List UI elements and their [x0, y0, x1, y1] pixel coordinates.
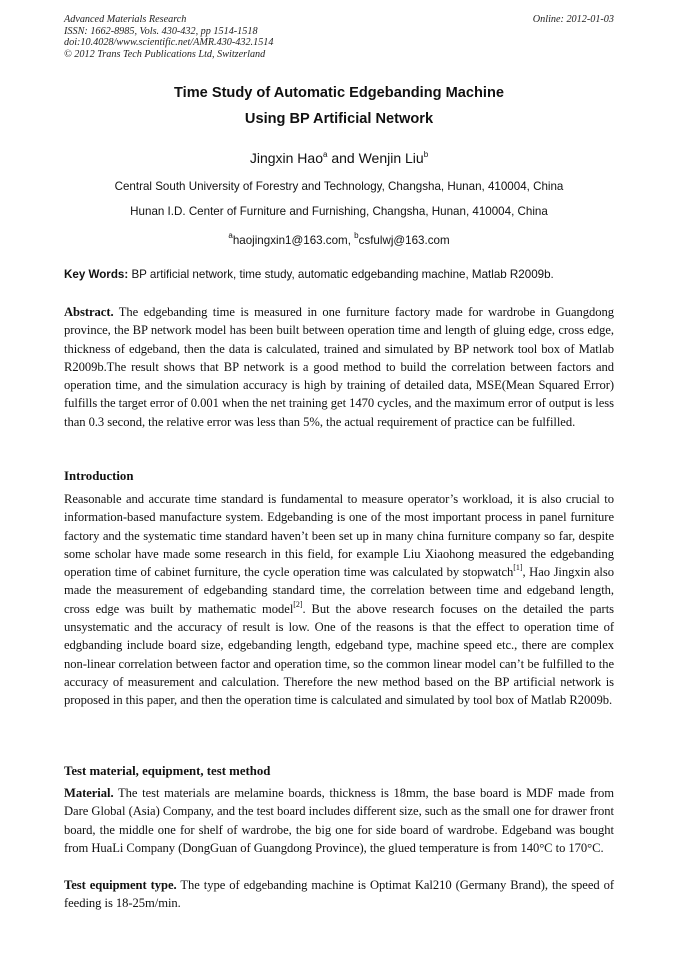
introduction-paragraph	[64, 490, 614, 710]
material-text: The test materials are melamine boards, thickness is 18mm, the base board is MDF made from Dare Global (Asia) Company, and the test board includes different size, such as the small one for drawer front board, the middle one for shelf of wardrobe, the big one for side board of wardrobe. Edgeband was bought from HuaLi Company (DongGuan of Guangdong Province), the glued temperature is from 140°C to 170°C.	[64, 786, 614, 855]
affiliation-1: Central South University of Forestry and Technology, Changsha, Hunan, 410004, China	[114, 180, 564, 193]
keywords	[64, 268, 614, 282]
citation-1[interactable]: [1]	[513, 563, 523, 573]
introduction-text-3: . But the above research focuses on the detailed the parts unsystematic and the accuracy of result is low. One of the reasons is that the effect to operation time of edgbanding include board size, edgebanding length, edgeband type, machine speed etc., there are complex non-linear correlation between factor and operation time, so the common linear model can’t be fulfilled to the accuracy of measurement and calculation. Therefore the new method based on the BP artificial network is proposed in this paper, and then the operation time is calculated and simulated by tool box of Matlab R2009b.	[64, 601, 614, 708]
test-material-paragraph	[64, 784, 614, 857]
email-a-mark: a	[228, 231, 233, 240]
journal-issn: ISSN: 1662-8985, Vols. 430-432, pp 1514-1518	[64, 25, 258, 37]
author-1: Jingxin Hao	[249, 150, 323, 166]
test-equipment-paragraph	[64, 876, 614, 913]
abstract	[64, 303, 614, 431]
paper-title	[64, 80, 614, 132]
journal-name: Advanced Materials Research	[64, 14, 187, 25]
abstract-text: The edgebanding time is measured in one furniture factory made for wardrobe in Guangdong province, the BP network model has been built between operation time and length of gluing edge, cross edge, thickness of edgeband, then the data is calculated, trained and simulated by BP network tool box of Matlab R2009b.The result shows that BP network is a good method to build the correlation between factors and operation time, and the simulation accuracy is high by training of detailed data, MSE(Mean Squared Error) fulfills the target error of 0.001 when the net training get 1470 cycles, and the maximum error of output is less than 0.3 second, the relative error was less than 5%, the actual requirement of practice can be fulfilled.	[64, 305, 614, 429]
material-label: Material.	[64, 786, 114, 800]
email-b-mark: b	[354, 231, 359, 240]
online-date: Online: 2012-01-03	[532, 14, 614, 25]
author-list	[64, 145, 614, 168]
title-line-2: Using BP Artificial Network	[244, 111, 434, 127]
email-a: haojingxin1@163.com,	[232, 234, 355, 247]
author-2-affiliation-mark: b	[423, 150, 429, 159]
introduction-heading: Introduction	[64, 469, 134, 483]
equipment-text: The type of edgebanding machine is Optimat Kal210 (Germany Brand), the speed of feeding is 18-25m/min.	[64, 878, 614, 911]
author-2: Wenjin Liu	[358, 150, 424, 166]
author-conjunction: and	[327, 150, 359, 166]
email-b: csfulwj@163.com	[358, 234, 450, 247]
affiliation-2: Hunan I.D. Center of Furniture and Furnishing, Changsha, Hunan, 410004, China	[130, 205, 548, 218]
keywords-text: BP artificial network, time study, automatic edgebanding machine, Matlab R2009b.	[128, 268, 554, 281]
journal-header	[64, 14, 273, 60]
equipment-label: Test equipment type.	[64, 878, 177, 892]
introduction-text-2: , Hao Jingxin also made the measurement of edgebanding standard time, the correlation between time and edgeband length, cross edge was built by mathematic model	[64, 565, 614, 616]
test-section-heading: Test material, equipment, test method	[64, 764, 271, 778]
journal-doi: doi:10.4028/www.scientific.net/AMR.430-432.1514	[64, 37, 274, 49]
title-line-1: Time Study of Automatic Edgebanding Machine	[173, 85, 504, 101]
introduction-text-1: Reasonable and accurate time standard is fundamental to measure operator’s workload, it is also crucial to information-based manufacture system. Edgebanding is one of the most important process in panel furniture factory and the systematic time standard haven’t been set up in many china furniture company so far, despite some scholar have made some research in this field, for example Liu Xiaohong measured the edgebanding operation time of cabinet furniture, the cycle operation time was calculated by stopwatch	[64, 492, 614, 580]
journal-copyright: © 2012 Trans Tech Publications Ltd, Switzerland	[64, 48, 266, 60]
author-1-affiliation-mark: a	[322, 150, 328, 159]
author-emails	[64, 229, 614, 248]
abstract-label: Abstract.	[64, 305, 114, 319]
citation-2[interactable]: [2]	[293, 599, 303, 609]
keywords-label: Key Words:	[64, 268, 129, 281]
